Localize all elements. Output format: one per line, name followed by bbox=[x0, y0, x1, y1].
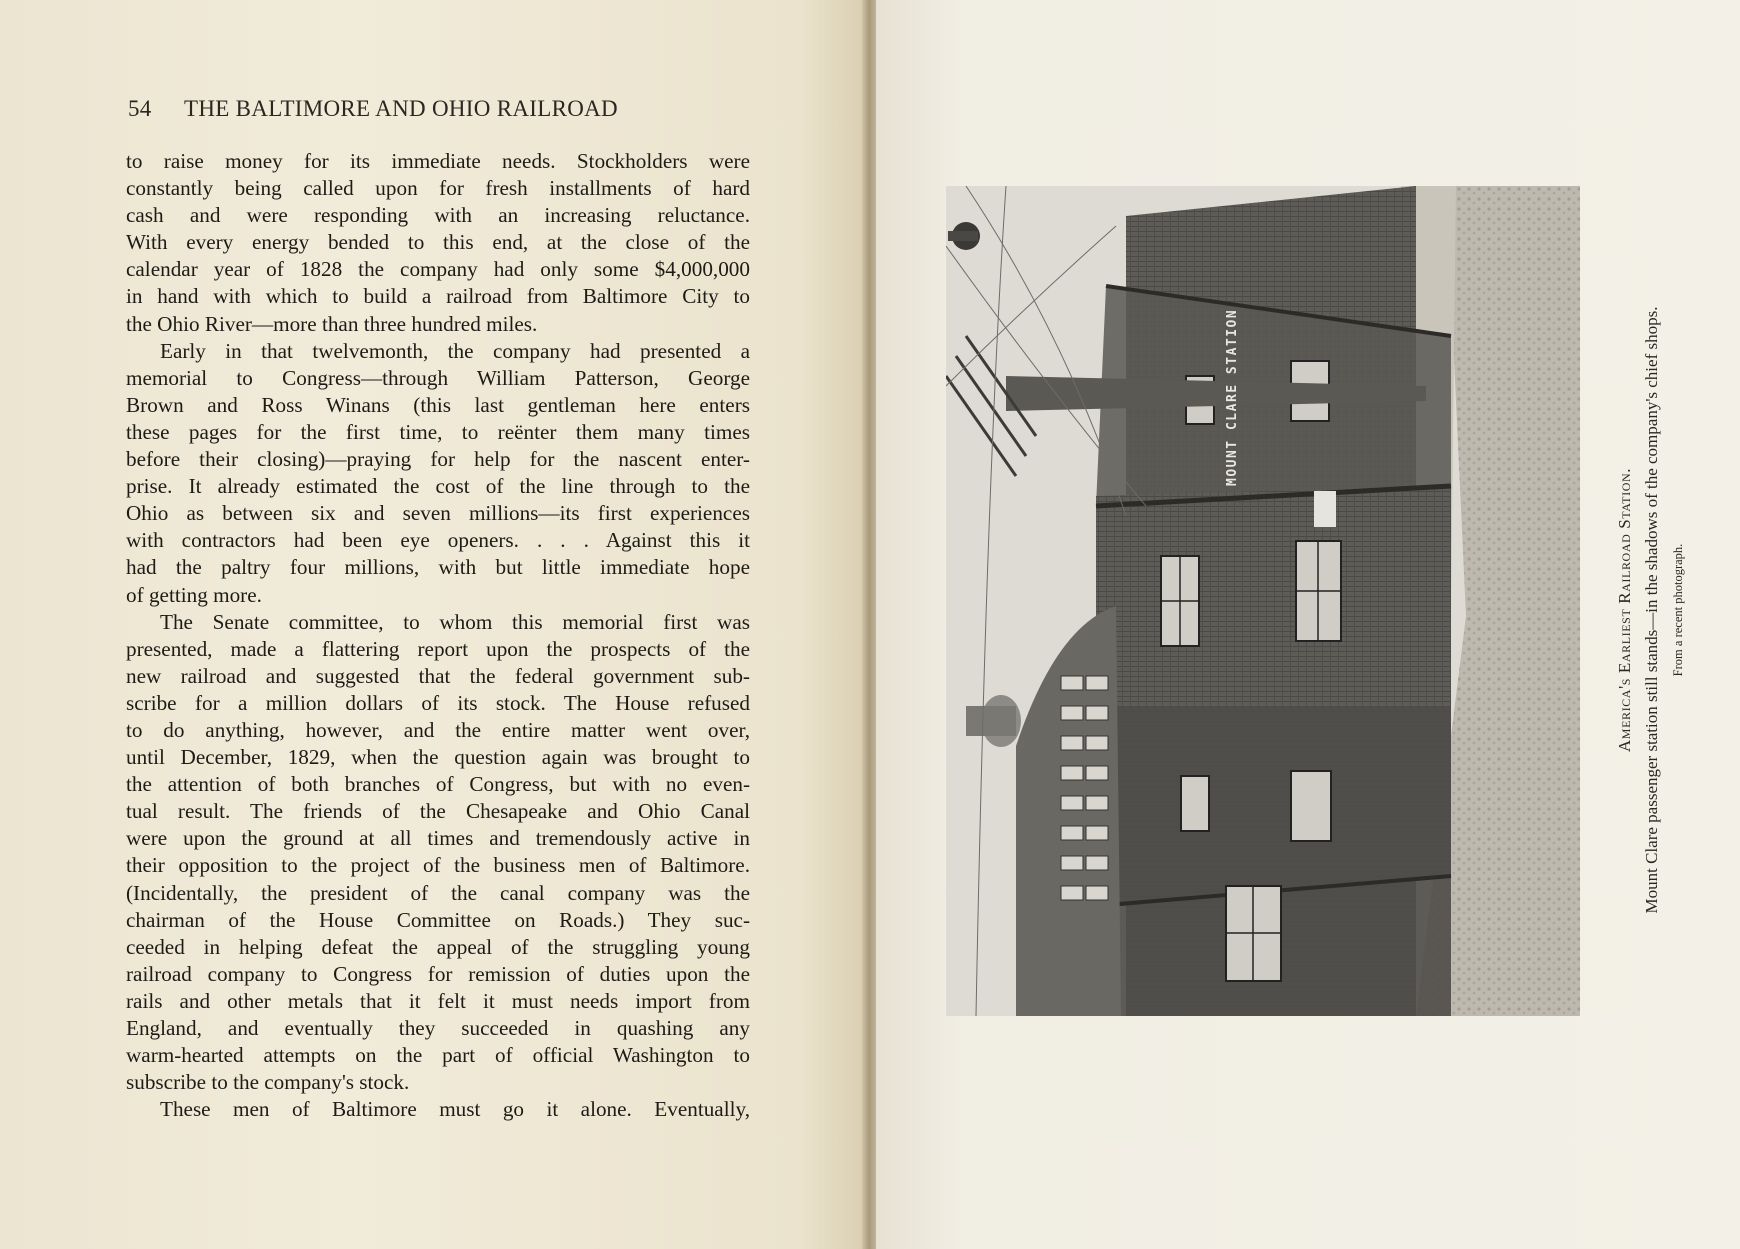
station-sign: MOUNT CLARE STATION bbox=[1225, 308, 1240, 486]
text-line: scribe for a million dollars of its stock. The House refused bbox=[126, 690, 750, 715]
text-line: Brown and Ross Winans (this last gentleman here enters bbox=[126, 392, 750, 417]
text-line: England, and eventually they succeeded in quashing any bbox=[126, 1016, 750, 1040]
text-line: These men of Baltimore must go it alone. Eventually, bbox=[160, 1097, 750, 1122]
photo-caption bbox=[1596, 250, 1706, 970]
text-line: with contractors had been eye openers. . . . Against this it bbox=[126, 528, 750, 553]
caption-credit: From a recent photograph. bbox=[1671, 543, 1685, 677]
text-line: Early in that twelvemonth, the company had presented a bbox=[160, 338, 750, 363]
text-line: subscribe to the company's stock. bbox=[126, 1070, 410, 1095]
text-line: calendar year of 1828 the company had only some $4,000,000 bbox=[126, 257, 750, 282]
text-line: warm-hearted attempts on the part of official Washington to bbox=[126, 1043, 750, 1068]
text-line: before their closing)—praying for help for the nascent enter- bbox=[126, 447, 750, 472]
text-line: were upon the ground at all times and tremendously active in bbox=[126, 826, 750, 851]
text-line: ceeded in helping defeat the appeal of the struggling young bbox=[126, 934, 750, 959]
page-number: 54 bbox=[128, 96, 152, 121]
running-head bbox=[128, 96, 748, 122]
text-line: the Ohio River—more than three hundred miles. bbox=[126, 311, 538, 336]
station-photograph bbox=[946, 186, 1580, 1016]
text-line: prise. It already estimated the cost of the line through to the bbox=[126, 474, 750, 499]
running-head-title: THE BALTIMORE AND OHIO RAILROAD bbox=[184, 96, 618, 121]
caption-title: America's Earliest Railroad Station. bbox=[1615, 467, 1634, 753]
text-line: railroad company to Congress for remission of duties upon the bbox=[126, 961, 750, 986]
text-line: to raise money for its immediate needs. Stockholders were bbox=[126, 149, 750, 173]
text-line: had the paltry four millions, with but little immediate hope bbox=[126, 555, 750, 580]
text-line: The Senate committee, to whom this memorial first was bbox=[160, 609, 750, 634]
text-line: until December, 1829, when the question again was brought to bbox=[126, 745, 750, 770]
text-line: these pages for the first time, to reënter them many times bbox=[126, 419, 750, 444]
text-line: chairman of the House Committee on Roads.) They suc- bbox=[126, 907, 750, 932]
text-line: to do anything, however, and the entire matter went over, bbox=[126, 717, 750, 742]
left-page bbox=[0, 0, 868, 1249]
text-line: Ohio as between six and seven millions—its first experiences bbox=[126, 501, 750, 526]
text-line: in hand with which to build a railroad from Baltimore City to bbox=[126, 284, 750, 309]
text-line: memorial to Congress—through William Patterson, George bbox=[126, 365, 750, 390]
station-photograph-illustration bbox=[946, 186, 1580, 1016]
text-line: tual result. The friends of the Chesapeake and Ohio Canal bbox=[126, 799, 750, 824]
text-line: presented, made a flattering report upon the prospects of the bbox=[126, 636, 750, 661]
text-line: rails and other metals that it felt it must needs import from bbox=[126, 988, 750, 1013]
body-text bbox=[126, 148, 750, 1123]
text-line: their opposition to the project of the business men of Baltimore. bbox=[126, 853, 750, 878]
text-line: With every energy bended to this end, at the close of the bbox=[126, 230, 750, 255]
caption-text: Mount Clare passenger station still stands—in the shadows of the company's chief shops. bbox=[1642, 306, 1661, 914]
text-line: the attention of both branches of Congress, but with no even- bbox=[126, 772, 750, 797]
text-line: (Incidentally, the president of the canal company was the bbox=[126, 880, 750, 905]
text-line: constantly being called upon for fresh installments of hard bbox=[126, 176, 750, 201]
text-line: new railroad and suggested that the federal government sub- bbox=[126, 663, 750, 688]
text-line: cash and were responding with an increasing reluctance. bbox=[126, 203, 750, 228]
text-line: of getting more. bbox=[126, 582, 262, 607]
